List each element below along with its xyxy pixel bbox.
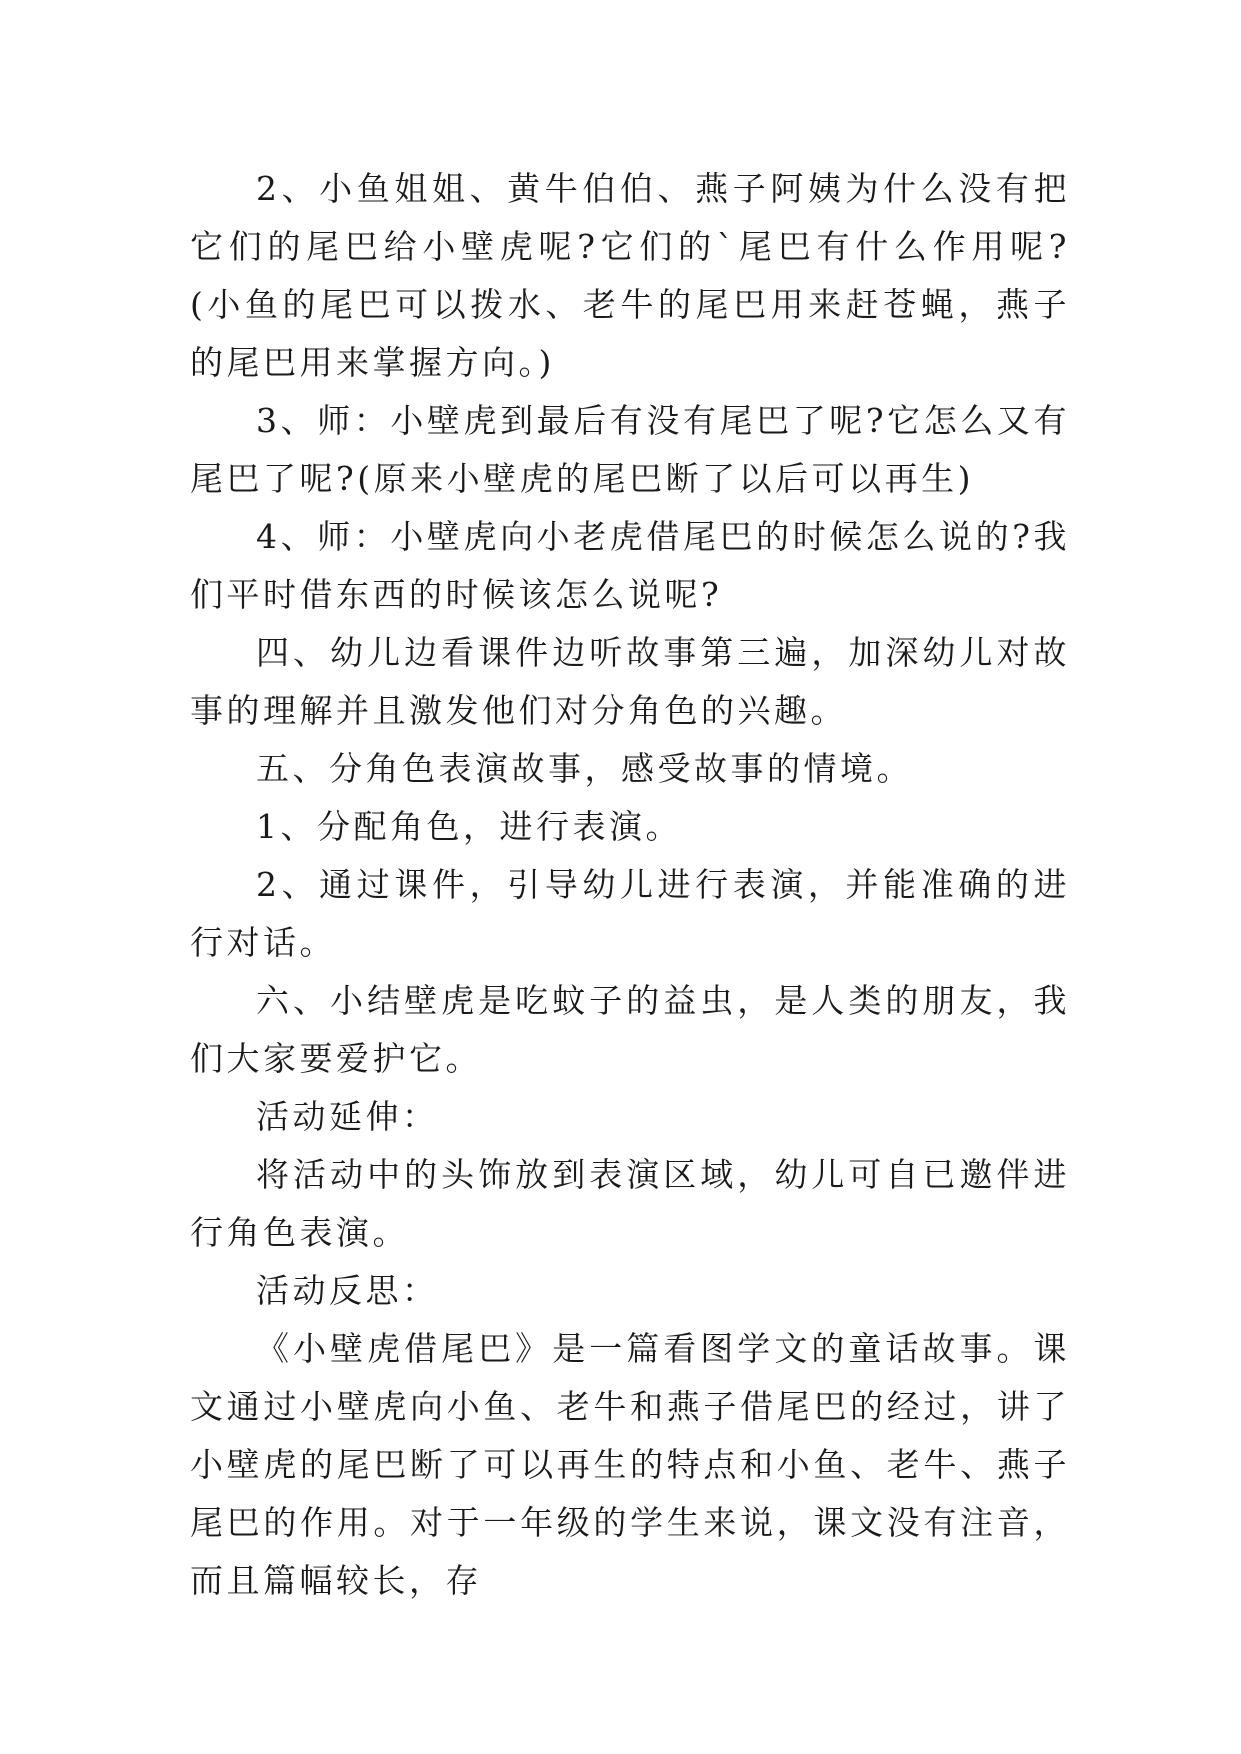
heading-activity-extension: 活动延伸： xyxy=(256,1097,439,1136)
paragraph-question-4: 4、师：小壁虎向小老虎借尾巴的时候怎么说的?我们平时借东西的时候该怎么说呢? xyxy=(190,517,1070,614)
heading-activity-reflection: 活动反思： xyxy=(256,1271,439,1310)
paragraph-step-6: 六、小结壁虎是吃蚊子的益虫，是人类的朋友，我们大家要爱护它。 xyxy=(190,981,1070,1078)
paragraph-question-2: 2、小鱼姐姐、黄牛伯伯、燕子阿姨为什么没有把它们的尾巴给小壁虎呢?它们的`尾巴有什么作用呢?(小鱼的尾巴可以拨水、老牛的尾巴用来赶苍蝇，燕子的尾巴用来掌握方向。) xyxy=(190,169,1070,382)
paragraph-activity-extension: 将活动中的头饰放到表演区域，幼儿可自已邀伴进行角色表演。 xyxy=(190,1155,1070,1252)
paragraph-step-4: 四、幼儿边看课件边听故事第三遍，加深幼儿对故事的理解并且激发他们对分角色的兴趣。 xyxy=(190,633,1070,730)
paragraph-step-5-item-1: 1、分配角色，进行表演。 xyxy=(256,807,682,846)
paragraph-question-3: 3、师：小壁虎到最后有没有尾巴了呢?它怎么又有尾巴了呢?(原来小壁虎的尾巴断了以后可以再生) xyxy=(190,401,1070,498)
document-body xyxy=(190,160,1070,1610)
paragraph-activity-reflection: 《小壁虎借尾巴》是一篇看图学文的童话故事。课文通过小壁虎向小鱼、老牛和燕子借尾巴的经过，讲了小壁虎的尾巴断了可以再生的特点和小鱼、老牛、燕子尾巴的作用。对于一年级的学生来说，课文没有注音，而且篇幅较长，存 xyxy=(190,1329,1070,1600)
paragraph-step-5-item-2: 2、通过课件，引导幼儿进行表演，并能准确的进行对话。 xyxy=(190,865,1070,962)
paragraph-step-5: 五、分角色表演故事，感受故事的情境。 xyxy=(256,749,913,788)
